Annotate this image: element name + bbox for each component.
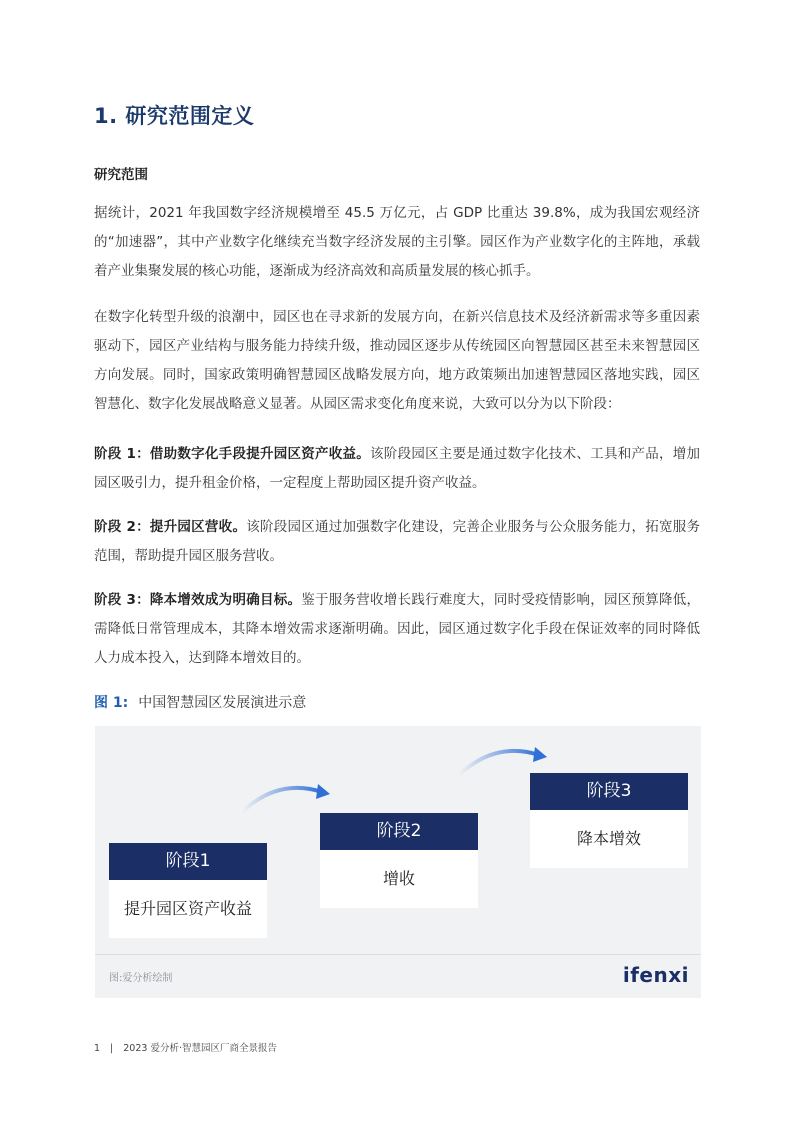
figure-caption — [94, 692, 306, 712]
paragraph-intro: 据统计，2021 年我国数字经济规模增至 45.5 万亿元，占 GDP 比重达 39.8%，成为我国宏观经济的“加速器”，其中产业数字化继续充当数字经济发展的主引擎。园区作为产业数字化的主阵地，承载着产业集聚发展的核心功能，逐渐成为经济高效和高质量发展的核心抓手。 — [94, 205, 700, 279]
figure-title: 中国智慧园区发展演进示意 — [138, 695, 307, 711]
stage-1-card — [109, 843, 267, 938]
stage-3-text: 鉴于服务营收增长践行难度大，同时受疫情影响，园区预算降低，需降低日常管理成本，其降本增效需求逐渐明确。因此，园区通过数字化手段在保证效率的同时降低人力成本投入，达到降本增效目的。 — [94, 592, 701, 666]
footer-separator: | — [110, 1043, 114, 1054]
stage-2-lead: 阶段 2：提升园区营收。 — [94, 519, 247, 535]
subsection-heading: 研究范围 — [94, 167, 148, 183]
paragraph-stage-1 — [94, 440, 700, 498]
report-title: 2023 爱分析·智慧园区厂商全景报告 — [123, 1043, 277, 1054]
stage-1-text: 该阶段园区主要是通过数字化技术、工具和产品，增加园区吸引力，提升租金价格，一定程度上帮助园区提升资产收益。 — [94, 446, 701, 491]
figure-divider — [95, 954, 701, 955]
section-heading: 1. 研究范围定义 — [94, 104, 255, 128]
stage-1-label: 阶段1 — [109, 843, 267, 880]
paragraph-stage-2 — [94, 513, 700, 571]
figure-source: 图:爱分析绘制 — [109, 973, 173, 984]
evolution-diagram — [95, 726, 701, 998]
stage-2-desc: 增收 — [382, 869, 415, 888]
stage-2-label: 阶段2 — [320, 813, 478, 850]
page-number: 1 — [94, 1043, 101, 1054]
arrow-right-icon — [238, 778, 333, 818]
paragraph-background: 在数字化转型升级的浪潮中，园区也在寻求新的发展方向，在新兴信息技术及经济新需求等多重因素驱动下，园区产业结构与服务能力持续升级，推动园区逐步从传统园区向智慧园区甚至未来智慧园区方向发展。同时，国家政策明确智慧园区战略发展方向，地方政策频出加速智慧园区落地实践，园区智慧化、数字化发展战略意义显著。从园区需求变化角度来说，大致可以分为以下阶段： — [94, 309, 700, 412]
stage-3-card — [530, 773, 688, 868]
stage-2-text: 该阶段园区通过加强数字化建设，完善企业服务与公众服务能力，拓宽服务范围，帮助提升园区服务营收。 — [94, 519, 701, 564]
stage-3-desc: 降本增效 — [576, 829, 641, 848]
figure-number: 图 1: — [94, 695, 129, 711]
stage-2-card — [320, 813, 478, 908]
stage-3-label: 阶段3 — [530, 773, 688, 810]
ifenxi-logo: ifenxi — [622, 963, 689, 987]
stage-3-lead: 阶段 3：降本增效成为明确目标。 — [94, 592, 302, 608]
paragraph-stage-3 — [94, 586, 700, 673]
stage-1-lead: 阶段 1：借助数字化手段提升园区资产收益。 — [94, 446, 371, 462]
page-footer — [94, 1040, 277, 1054]
stage-1-desc: 提升园区资产收益 — [123, 899, 252, 918]
